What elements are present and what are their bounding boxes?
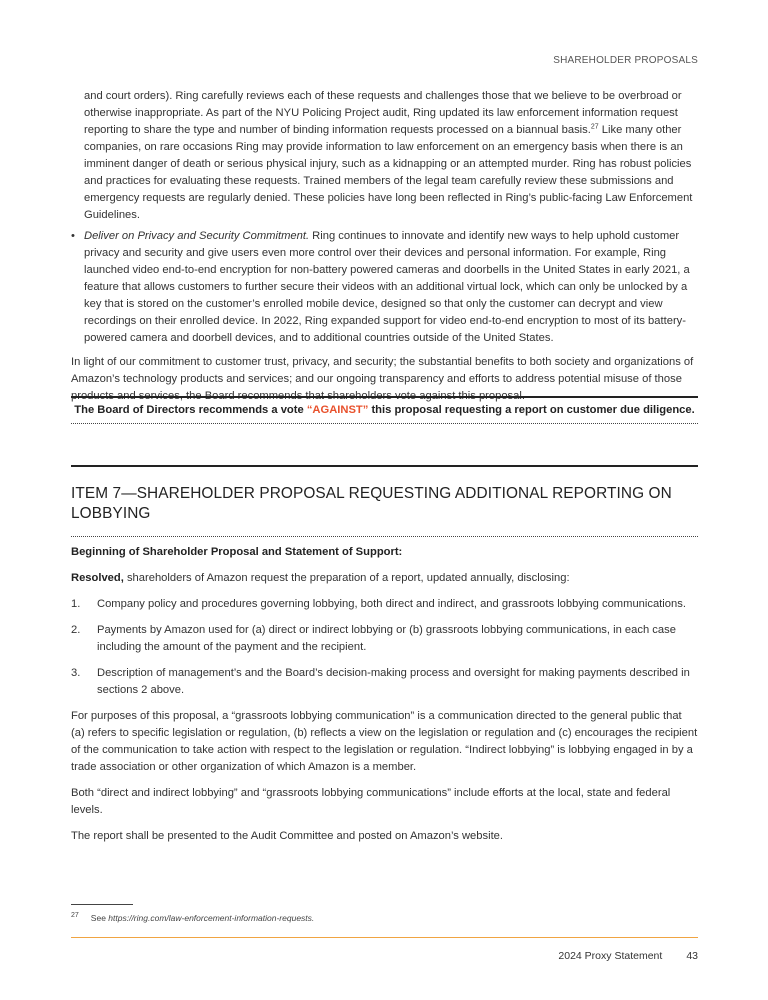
list-text: Description of management’s and the Board’s decision-making process and oversight for making payments described in sections 2 above.	[97, 667, 690, 696]
resolved-paragraph	[71, 570, 698, 587]
list-text: Company policy and procedures governing lobbying, both direct and indirect, and grassroots lobbying communications.	[97, 598, 686, 610]
item-title: ITEM 7—SHAREHOLDER PROPOSAL REQUESTING ADDITIONAL REPORTING ON LOBBYING	[71, 484, 698, 537]
footnote-divider	[71, 904, 133, 905]
recommendation-text: The Board of Directors recommends a vote	[74, 404, 307, 416]
list-item	[71, 622, 698, 656]
footnote-number: 27	[71, 912, 79, 920]
list-number: 1.	[71, 598, 81, 610]
list-item	[71, 596, 698, 613]
bullet-text: Ring continues to innovate and identify new ways to help uphold customer privacy and security and give users even more control over their devices and personal information. For example, Ring launched video end-to-end encryption for non-battery powered cameras and doorbells in the United States in early 2021, a feature that allows customers to further secure their videos with an additional virtual lock, which can only be unlocked by a key that is stored on the customer’s enrolled mobile device, designed so that only the customer can decrypt and view recordings on their enrolled device. In 2022, Ring expanded support for video end-to-end encryption to most of its battery-powered camera and doorbell devices, and to additional countries outside of the United States.	[84, 230, 690, 344]
list-text: Payments by Amazon used for (a) direct or indirect lobbying or (b) grassroots lobbying communications, in each case including the amount of the payment and the recipient.	[97, 624, 676, 653]
resolved-label: Resolved,	[71, 572, 124, 584]
board-recommendation-callout	[71, 396, 698, 424]
lobbying-scope-paragraph: Both “direct and indirect lobbying” and “grassroots lobbying communications” include efforts at the local, state and federal levels.	[71, 787, 671, 816]
purposes-paragraph: For purposes of this proposal, a “grassroots lobbying communication” is a communication directed to the general public that (a) refers to specific legislation or regulation, (b) reflects a view on the legislation or regulation and (c) encourages the recipient of the communication to take action with respect to the legislation or regulation. “Indirect lobbying” is lobbying engaged in by a trade association or other organization of which Amazon is a member.	[71, 710, 698, 773]
paragraph-text: and court orders). Ring carefully reviews each of these requests and challenges those that we believe to be overbroad or otherwise inappropriate. As part of the NYU Policing Project audit, Ring updated its law enforcement information request reporting to share the type and number of binding information requests processed on a biannual basis.	[84, 90, 682, 136]
page-footer	[558, 948, 698, 965]
closing-paragraph: In light of our commitment to customer trust, privacy, and security; the substantial benefits to both society and organizations of Amazon’s technology products and services; and our ongoing transparency and efforts to address potential misuse of those products and services, the Board recommends that shareholders vote against this proposal.	[71, 356, 694, 402]
proposal-subheading: Beginning of Shareholder Proposal and Statement of Support:	[71, 546, 403, 558]
list-item	[71, 665, 698, 699]
footnote-prefix: See	[90, 913, 109, 923]
footnote	[71, 912, 314, 924]
footer-rule	[71, 937, 698, 938]
resolved-text: shareholders of Amazon request the preparation of a report, updated annually, disclosing:	[123, 572, 570, 584]
continued-paragraph	[84, 88, 698, 224]
item-7-section	[71, 465, 698, 537]
continued-section	[71, 88, 698, 405]
list-number: 3.	[71, 667, 81, 679]
footnote-ref[interactable]: 27	[590, 123, 599, 131]
bullet-item	[71, 228, 698, 347]
page-number: 43	[686, 950, 698, 962]
paragraph-text: Like many other companies, on rare occasions Ring may provide information to law enforcement on an emergency basis when there is an imminent danger of death or serious physical injury, such as a kidnapping or an attempted murder. Ring has robust policies and practices for evaluating these requests. Trained members of the legal team carefully review these submissions and emergency requests are regularly denied. These policies have long been reflected in Ring’s public-facing Law Enforcement Guidelines.	[84, 124, 693, 221]
footnote-link[interactable]: https://ring.com/law-enforcement-information-requests.	[108, 913, 315, 923]
proposal-body	[71, 544, 698, 854]
vote-against-label: “AGAINST”	[306, 404, 369, 416]
running-head: SHAREHOLDER PROPOSALS	[553, 55, 698, 66]
list-number: 2.	[71, 624, 81, 636]
footer-doc-title: 2024 Proxy Statement	[558, 950, 663, 962]
bullet-marker: •	[71, 230, 75, 242]
recommendation-text: this proposal requesting a report on customer due diligence.	[368, 404, 695, 416]
report-paragraph: The report shall be presented to the Audit Committee and posted on Amazon’s website.	[71, 830, 504, 842]
bullet-heading: Deliver on Privacy and Security Commitment.	[84, 230, 310, 242]
